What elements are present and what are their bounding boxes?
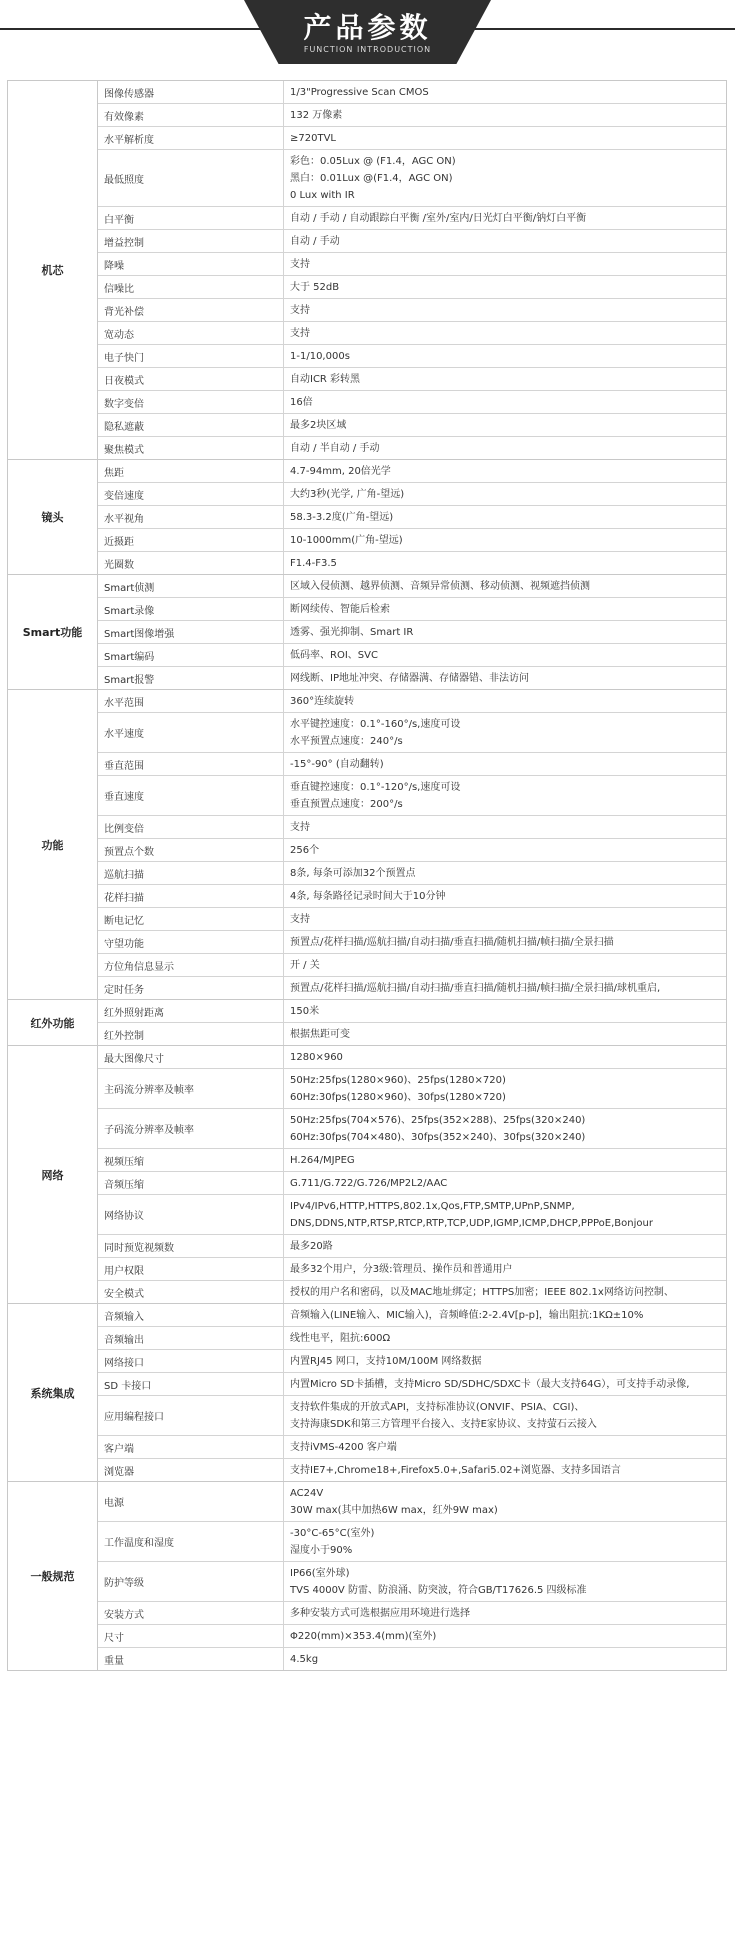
- spec-row: [98, 321, 726, 344]
- spec-table: [7, 80, 727, 1671]
- group-name: 镜头: [8, 460, 98, 574]
- spec-row: [98, 712, 726, 752]
- spec-row: [98, 752, 726, 775]
- spec-label: 定时任务: [98, 977, 284, 999]
- spec-value-line: 垂直预置点速度：200°/s: [290, 798, 403, 810]
- spec-row: [98, 81, 726, 103]
- spec-value: [284, 483, 726, 505]
- spec-value-line: 0 Lux with IR: [290, 189, 355, 201]
- spec-row: [98, 1349, 726, 1372]
- spec-label: 增益控制: [98, 230, 284, 252]
- spec-value: [284, 368, 726, 390]
- spec-value-line: 大约3秒(光学, 广角-望远): [290, 488, 405, 500]
- spec-value: [284, 1023, 726, 1045]
- page-title: 产品参数: [303, 11, 432, 44]
- spec-value-line: 30W max(其中加热6W max，红外9W max): [290, 1504, 498, 1516]
- spec-label: 电子快门: [98, 345, 284, 367]
- spec-value: [284, 690, 726, 712]
- spec-row: [98, 1304, 726, 1326]
- spec-row: [98, 505, 726, 528]
- spec-value-line: H.264/MJPEG: [290, 1154, 355, 1166]
- group-name: 系统集成: [8, 1304, 98, 1481]
- spec-row: [98, 413, 726, 436]
- spec-value-line: 60Hz:30fps(704×480)、30fps(352×240)、30fps(320×240): [290, 1131, 586, 1143]
- spec-row: [98, 1068, 726, 1108]
- spec-value: [284, 414, 726, 436]
- spec-value-line: 黑白：0.01Lux @(F1.4，AGC ON): [290, 172, 453, 184]
- spec-label: 数字变倍: [98, 391, 284, 413]
- spec-value-line: 支持软件集成的开放式API，支持标准协议(ONVIF、PSIA、CGI)、: [290, 1401, 585, 1413]
- spec-label: 视频压缩: [98, 1149, 284, 1171]
- spec-label: 同时预览视频数: [98, 1235, 284, 1257]
- spec-value-line: 最多32个用户，分3级:管理员、操作员和普通用户: [290, 1263, 513, 1275]
- spec-group: [8, 1303, 726, 1481]
- spec-value: [284, 529, 726, 551]
- group-rows: [98, 575, 726, 689]
- spec-value: [284, 1482, 726, 1521]
- group-name: 功能: [8, 690, 98, 999]
- spec-value-line: 150米: [290, 1005, 320, 1017]
- spec-label: 焦距: [98, 460, 284, 482]
- spec-group: [8, 1481, 726, 1670]
- group-rows: [98, 460, 726, 574]
- spec-label: Smart侦测: [98, 575, 284, 597]
- group-rows: [98, 1482, 726, 1670]
- spec-row: [98, 460, 726, 482]
- spec-value-line: 10-1000mm(广角-望远): [290, 534, 403, 546]
- spec-label: Smart报警: [98, 667, 284, 689]
- spec-value-line: 水平预置点速度：240°/s: [290, 735, 403, 747]
- spec-value: [284, 839, 726, 861]
- spec-row: [98, 1000, 726, 1022]
- spec-value: [284, 506, 726, 528]
- spec-value: [284, 104, 726, 126]
- spec-value-line: 线性电平，阻抗:600Ω: [290, 1332, 391, 1344]
- spec-row: [98, 815, 726, 838]
- spec-group: [8, 999, 726, 1045]
- spec-value-line: -30°C-65°C(室外): [290, 1527, 375, 1539]
- spec-row: [98, 953, 726, 976]
- spec-label: Smart编码: [98, 644, 284, 666]
- spec-value-line: 最多20路: [290, 1240, 333, 1252]
- spec-value-line: 湿度小于90%: [290, 1544, 353, 1556]
- spec-label: 有效像素: [98, 104, 284, 126]
- spec-label: 主码流分辨率及帧率: [98, 1069, 284, 1108]
- spec-value: [284, 598, 726, 620]
- spec-label: 巡航扫描: [98, 862, 284, 884]
- spec-value-line: ≥720TVL: [290, 132, 336, 144]
- spec-label: 安装方式: [98, 1602, 284, 1624]
- spec-label: 光圈数: [98, 552, 284, 574]
- spec-row: [98, 838, 726, 861]
- spec-value: [284, 1046, 726, 1068]
- spec-value-line: 50Hz:25fps(704×576)、25fps(352×288)、25fps(320×240): [290, 1114, 586, 1126]
- spec-value-line: 支持: [290, 913, 310, 925]
- spec-value: [284, 816, 726, 838]
- spec-row: [98, 551, 726, 574]
- spec-label: 背光补偿: [98, 299, 284, 321]
- spec-value-line: IPv4/IPv6,HTTP,HTTPS,802.1x,Qos,FTP,SMTP,UPnP,SNMP,: [290, 1200, 575, 1212]
- spec-label: 垂直速度: [98, 776, 284, 815]
- spec-row: [98, 1458, 726, 1481]
- spec-label: Smart图像增强: [98, 621, 284, 643]
- spec-label: 变倍速度: [98, 483, 284, 505]
- spec-label: 水平解析度: [98, 127, 284, 149]
- spec-value-line: AC24V: [290, 1487, 324, 1499]
- spec-value-line: 支持: [290, 821, 310, 833]
- spec-row: [98, 1521, 726, 1561]
- spec-value-line: 低码率、ROI、SVC: [290, 649, 378, 661]
- spec-value: [284, 1459, 726, 1481]
- spec-value-line: 1-1/10,000s: [290, 350, 350, 362]
- spec-value-line: G.711/G.722/G.726/MP2L2/AAC: [290, 1177, 448, 1189]
- spec-value: [284, 908, 726, 930]
- spec-row: [98, 528, 726, 551]
- spec-value: [284, 1000, 726, 1022]
- spec-value-line: 最多2块区域: [290, 419, 347, 431]
- spec-row: [98, 436, 726, 459]
- spec-value-line: 58.3-3.2度(广角-望远): [290, 511, 394, 523]
- spec-value-line: 大于 52dB: [290, 281, 340, 293]
- spec-row: [98, 206, 726, 229]
- spec-label: 宽动态: [98, 322, 284, 344]
- spec-value: [284, 1069, 726, 1108]
- spec-label: 客户端: [98, 1436, 284, 1458]
- spec-value: [284, 644, 726, 666]
- spec-value-line: 多种安装方式可选根据应用环境进行选择: [290, 1607, 470, 1619]
- spec-value-line: TVS 4000V 防雷、防浪涌、防突波，符合GB/T17626.5 四级标准: [290, 1584, 587, 1596]
- spec-value-line: 授权的用户名和密码，以及MAC地址绑定；HTTPS加密；IEEE 802.1x网络访问控制、: [290, 1286, 674, 1298]
- spec-row: [98, 252, 726, 275]
- spec-value-line: 自动 / 手动 / 自动跟踪白平衡 /室外/室内/日光灯白平衡/钠灯白平衡: [290, 212, 587, 224]
- spec-row: [98, 367, 726, 390]
- spec-value-line: 支持IE7+,Chrome18+,Firefox5.0+,Safari5.02+浏览器、支持多国语言: [290, 1464, 621, 1476]
- spec-label: 尺寸: [98, 1625, 284, 1647]
- spec-value-line: 支持: [290, 304, 310, 316]
- spec-value-line: 支持海康SDK和第三方管理平台接入、支持E家协议、支持萤石云接入: [290, 1418, 597, 1430]
- spec-value: [284, 931, 726, 953]
- spec-label: 白平衡: [98, 207, 284, 229]
- spec-row: [98, 1148, 726, 1171]
- spec-row: [98, 482, 726, 505]
- spec-row: [98, 690, 726, 712]
- spec-value: [284, 977, 726, 999]
- spec-row: [98, 1624, 726, 1647]
- group-rows: [98, 81, 726, 459]
- group-name: 一般规范: [8, 1482, 98, 1670]
- spec-value: [284, 1258, 726, 1280]
- spec-value: [284, 345, 726, 367]
- spec-value-line: 内置RJ45 网口，支持10M/100M 网络数据: [290, 1355, 482, 1367]
- spec-group: [8, 689, 726, 999]
- spec-row: [98, 666, 726, 689]
- spec-label: 近摄距: [98, 529, 284, 551]
- spec-row: [98, 298, 726, 321]
- spec-value: [284, 776, 726, 815]
- spec-label: 防护等级: [98, 1562, 284, 1601]
- spec-value: [284, 552, 726, 574]
- spec-row: [98, 1257, 726, 1280]
- spec-value: [284, 954, 726, 976]
- spec-value-line: 网线断、IP地址冲突、存储器满、存储器错、非法访问: [290, 672, 529, 684]
- spec-value-line: 60Hz:30fps(1280×960)、30fps(1280×720): [290, 1091, 506, 1103]
- spec-row: [98, 861, 726, 884]
- spec-value: [284, 1373, 726, 1395]
- spec-label: 用户权限: [98, 1258, 284, 1280]
- spec-row: [98, 1194, 726, 1234]
- spec-label: 重量: [98, 1648, 284, 1670]
- group-rows: [98, 1304, 726, 1481]
- spec-label: 聚焦模式: [98, 437, 284, 459]
- spec-value-line: 彩色：0.05Lux @ (F1.4，AGC ON): [290, 155, 456, 167]
- spec-value-line: 内置Micro SD卡插槽，支持Micro SD/SDHC/SDXC卡（最大支持64G），可支持手动录像,: [290, 1378, 690, 1390]
- group-rows: [98, 1000, 726, 1045]
- spec-label: 降噪: [98, 253, 284, 275]
- spec-value-line: 开 / 关: [290, 959, 320, 971]
- spec-row: [98, 643, 726, 666]
- spec-value-line: 区域入侵侦测、越界侦测、音频异常侦测、移动侦测、视频遮挡侦测: [290, 580, 590, 592]
- group-name: 红外功能: [8, 1000, 98, 1045]
- spec-value: [284, 1281, 726, 1303]
- spec-label: 音频输入: [98, 1304, 284, 1326]
- spec-row: [98, 229, 726, 252]
- spec-value: [284, 276, 726, 298]
- spec-row: [98, 1435, 726, 1458]
- spec-label: 方位角信息显示: [98, 954, 284, 976]
- spec-value: [284, 621, 726, 643]
- spec-value: [284, 1562, 726, 1601]
- spec-row: [98, 907, 726, 930]
- spec-label: 图像传感器: [98, 81, 284, 103]
- spec-value: [284, 1235, 726, 1257]
- spec-value: [284, 1149, 726, 1171]
- group-name: 机芯: [8, 81, 98, 459]
- spec-label: 网络协议: [98, 1195, 284, 1234]
- spec-value: [284, 1625, 726, 1647]
- spec-row: [98, 1046, 726, 1068]
- spec-group: [8, 459, 726, 574]
- spec-label: 最大图像尺寸: [98, 1046, 284, 1068]
- spec-value: [284, 1327, 726, 1349]
- spec-label: 音频输出: [98, 1327, 284, 1349]
- spec-value: [284, 1648, 726, 1670]
- spec-row: [98, 597, 726, 620]
- spec-row: [98, 1561, 726, 1601]
- group-name: Smart功能: [8, 575, 98, 689]
- spec-value-line: 16倍: [290, 396, 313, 408]
- spec-label: 应用编程接口: [98, 1396, 284, 1435]
- spec-value: [284, 862, 726, 884]
- spec-value: [284, 885, 726, 907]
- spec-value-line: 预置点/花样扫描/巡航扫描/自动扫描/垂直扫描/随机扫描/帧扫描/全景扫描: [290, 936, 614, 948]
- spec-row: [98, 976, 726, 999]
- spec-value: [284, 253, 726, 275]
- spec-value: [284, 753, 726, 775]
- spec-value-line: 360°连续旋转: [290, 695, 355, 707]
- spec-row: [98, 1326, 726, 1349]
- spec-value: [284, 460, 726, 482]
- spec-row: [98, 620, 726, 643]
- spec-row: [98, 1372, 726, 1395]
- spec-label: 音频压缩: [98, 1172, 284, 1194]
- spec-label: 红外控制: [98, 1023, 284, 1045]
- spec-label: 断电记忆: [98, 908, 284, 930]
- spec-row: [98, 884, 726, 907]
- spec-value-line: 预置点/花样扫描/巡航扫描/自动扫描/垂直扫描/随机扫描/帧扫描/全景扫描/球机重启,: [290, 982, 661, 994]
- spec-label: SD 卡接口: [98, 1373, 284, 1395]
- spec-label: 日夜模式: [98, 368, 284, 390]
- spec-group: [8, 81, 726, 459]
- spec-row: [98, 930, 726, 953]
- spec-row: [98, 1601, 726, 1624]
- spec-value-line: 水平键控速度：0.1°-160°/s,速度可设: [290, 718, 461, 730]
- spec-value-line: 256个: [290, 844, 320, 856]
- spec-value-line: F1.4-F3.5: [290, 557, 337, 569]
- spec-value-line: Φ220(mm)×353.4(mm)(室外): [290, 1630, 437, 1642]
- spec-value-line: 透雾、强光抑制、Smart IR: [290, 626, 414, 638]
- spec-value-line: 垂直键控速度：0.1°-120°/s,速度可设: [290, 781, 461, 793]
- spec-group: [8, 574, 726, 689]
- spec-label: 花样扫描: [98, 885, 284, 907]
- spec-label: 水平视角: [98, 506, 284, 528]
- spec-value: [284, 1350, 726, 1372]
- spec-value-line: 1280×960: [290, 1051, 343, 1063]
- spec-label: 最低照度: [98, 150, 284, 206]
- spec-value-line: 自动 / 手动: [290, 235, 340, 247]
- spec-value: [284, 1304, 726, 1326]
- spec-row: [98, 390, 726, 413]
- spec-value: [284, 667, 726, 689]
- spec-value: [284, 299, 726, 321]
- spec-label: 水平范围: [98, 690, 284, 712]
- spec-label: 比例变倍: [98, 816, 284, 838]
- spec-row: [98, 1022, 726, 1045]
- spec-row: [98, 1647, 726, 1670]
- spec-value: [284, 1436, 726, 1458]
- spec-row: [98, 1171, 726, 1194]
- spec-value: [284, 391, 726, 413]
- spec-row: [98, 275, 726, 298]
- spec-value: [284, 713, 726, 752]
- spec-value: [284, 1602, 726, 1624]
- spec-value-line: 支持: [290, 258, 310, 270]
- spec-value: [284, 1109, 726, 1148]
- spec-label: 工作温度和湿度: [98, 1522, 284, 1561]
- spec-row: [98, 1395, 726, 1435]
- spec-value-line: 4.7-94mm, 20倍光学: [290, 465, 391, 477]
- spec-label: 红外照射距离: [98, 1000, 284, 1022]
- spec-value: [284, 575, 726, 597]
- spec-value-line: DNS,DDNS,NTP,RTSP,RTCP,RTP,TCP,UDP,IGMP,ICMP,DHCP,PPPoE,Bonjour: [290, 1217, 653, 1229]
- spec-label: 预置点个数: [98, 839, 284, 861]
- spec-value: [284, 1195, 726, 1234]
- spec-row: [98, 775, 726, 815]
- spec-row: [98, 575, 726, 597]
- spec-value-line: 自动ICR 彩转黑: [290, 373, 361, 385]
- spec-value: [284, 127, 726, 149]
- spec-value: [284, 322, 726, 344]
- spec-value-line: 支持: [290, 327, 310, 339]
- spec-value-line: 8条, 每条可添加32个预置点: [290, 867, 416, 879]
- spec-row: [98, 1280, 726, 1303]
- group-rows: [98, 1046, 726, 1303]
- spec-row: [98, 126, 726, 149]
- spec-value-line: 支持iVMS-4200 客户端: [290, 1441, 397, 1453]
- spec-value: [284, 1396, 726, 1435]
- spec-value-line: 断网续传、智能后检索: [290, 603, 390, 615]
- spec-label: 网络接口: [98, 1350, 284, 1372]
- spec-label: 子码流分辨率及帧率: [98, 1109, 284, 1148]
- spec-label: Smart录像: [98, 598, 284, 620]
- spec-label: 信噪比: [98, 276, 284, 298]
- spec-label: 浏览器: [98, 1459, 284, 1481]
- spec-value-line: IP66(室外球): [290, 1567, 350, 1579]
- group-name: 网络: [8, 1046, 98, 1303]
- spec-row: [98, 149, 726, 206]
- spec-row: [98, 1482, 726, 1521]
- section-banner: [0, 0, 735, 72]
- spec-value: [284, 1522, 726, 1561]
- spec-label: 安全模式: [98, 1281, 284, 1303]
- spec-group: [8, 1045, 726, 1303]
- spec-value-line: 132 万像素: [290, 109, 343, 121]
- spec-value: [284, 150, 726, 206]
- spec-value-line: -15°-90° (自动翻转): [290, 758, 384, 770]
- spec-label: 隐私遮蔽: [98, 414, 284, 436]
- spec-row: [98, 1234, 726, 1257]
- spec-value: [284, 1172, 726, 1194]
- spec-value-line: 4条, 每条路径记录时间大于10分钟: [290, 890, 446, 902]
- spec-value-line: 根据焦距可变: [290, 1028, 350, 1040]
- spec-value-line: 自动 / 半自动 / 手动: [290, 442, 380, 454]
- spec-value: [284, 81, 726, 103]
- spec-value-line: 1/3"Progressive Scan CMOS: [290, 86, 429, 98]
- spec-row: [98, 344, 726, 367]
- page-subtitle: FUNCTION INTRODUCTION: [303, 45, 432, 54]
- spec-value: [284, 230, 726, 252]
- group-rows: [98, 690, 726, 999]
- spec-value: [284, 207, 726, 229]
- spec-value: [284, 437, 726, 459]
- spec-value-line: 音频输入(LINE输入、MIC输入)，音频峰值:2-2.4V[p-p]，输出阻抗:1KΩ±10%: [290, 1309, 644, 1321]
- spec-label: 守望功能: [98, 931, 284, 953]
- spec-label: 电源: [98, 1482, 284, 1521]
- spec-row: [98, 1108, 726, 1148]
- spec-row: [98, 103, 726, 126]
- spec-label: 水平速度: [98, 713, 284, 752]
- spec-value-line: 50Hz:25fps(1280×960)、25fps(1280×720): [290, 1074, 506, 1086]
- spec-value-line: 4.5kg: [290, 1653, 319, 1665]
- spec-label: 垂直范围: [98, 753, 284, 775]
